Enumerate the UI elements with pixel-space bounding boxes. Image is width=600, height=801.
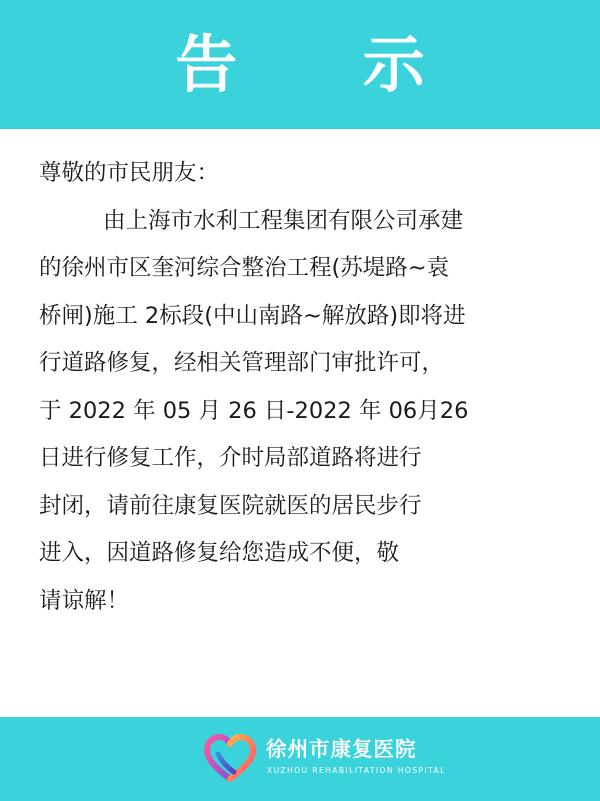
notice-line: 桥闸)施工 2标段(中山南路~解放路)即将进 — [39, 302, 466, 329]
hospital-name-english: XUZHOU REHABILITATION HOSPITAL — [267, 766, 446, 775]
notice-line: 于 2022 年 05 月 26 日-2022 年 06月26 — [39, 397, 469, 424]
notice-greeting: 尊敬的市民朋友： — [39, 160, 220, 186]
heart-logo-icon — [204, 734, 256, 784]
header-banner — [0, 0, 600, 129]
notice-line: 请谅解！ — [39, 587, 130, 614]
notice-body — [39, 150, 579, 625]
hospital-name: 徐州市康复医院 — [266, 737, 417, 761]
notice-line: 进入，因道路修复给您造成不便，敬 — [39, 540, 400, 566]
page-title: 告 示 — [175, 27, 477, 101]
notice-line: 的徐州市区奎河综合整治工程(苏堤路~袁 — [39, 255, 450, 281]
notice-line: 日进行修复工作，介时局部道路将进行 — [39, 445, 422, 471]
notice-line: 由上海市水利工程集团有限公司承建 — [103, 207, 464, 234]
notice-line: 封闭，请前往康复医院就医的居民步行 — [39, 492, 422, 519]
notice-line: 行道路修复，经相关管理部门审批许可， — [39, 350, 445, 376]
